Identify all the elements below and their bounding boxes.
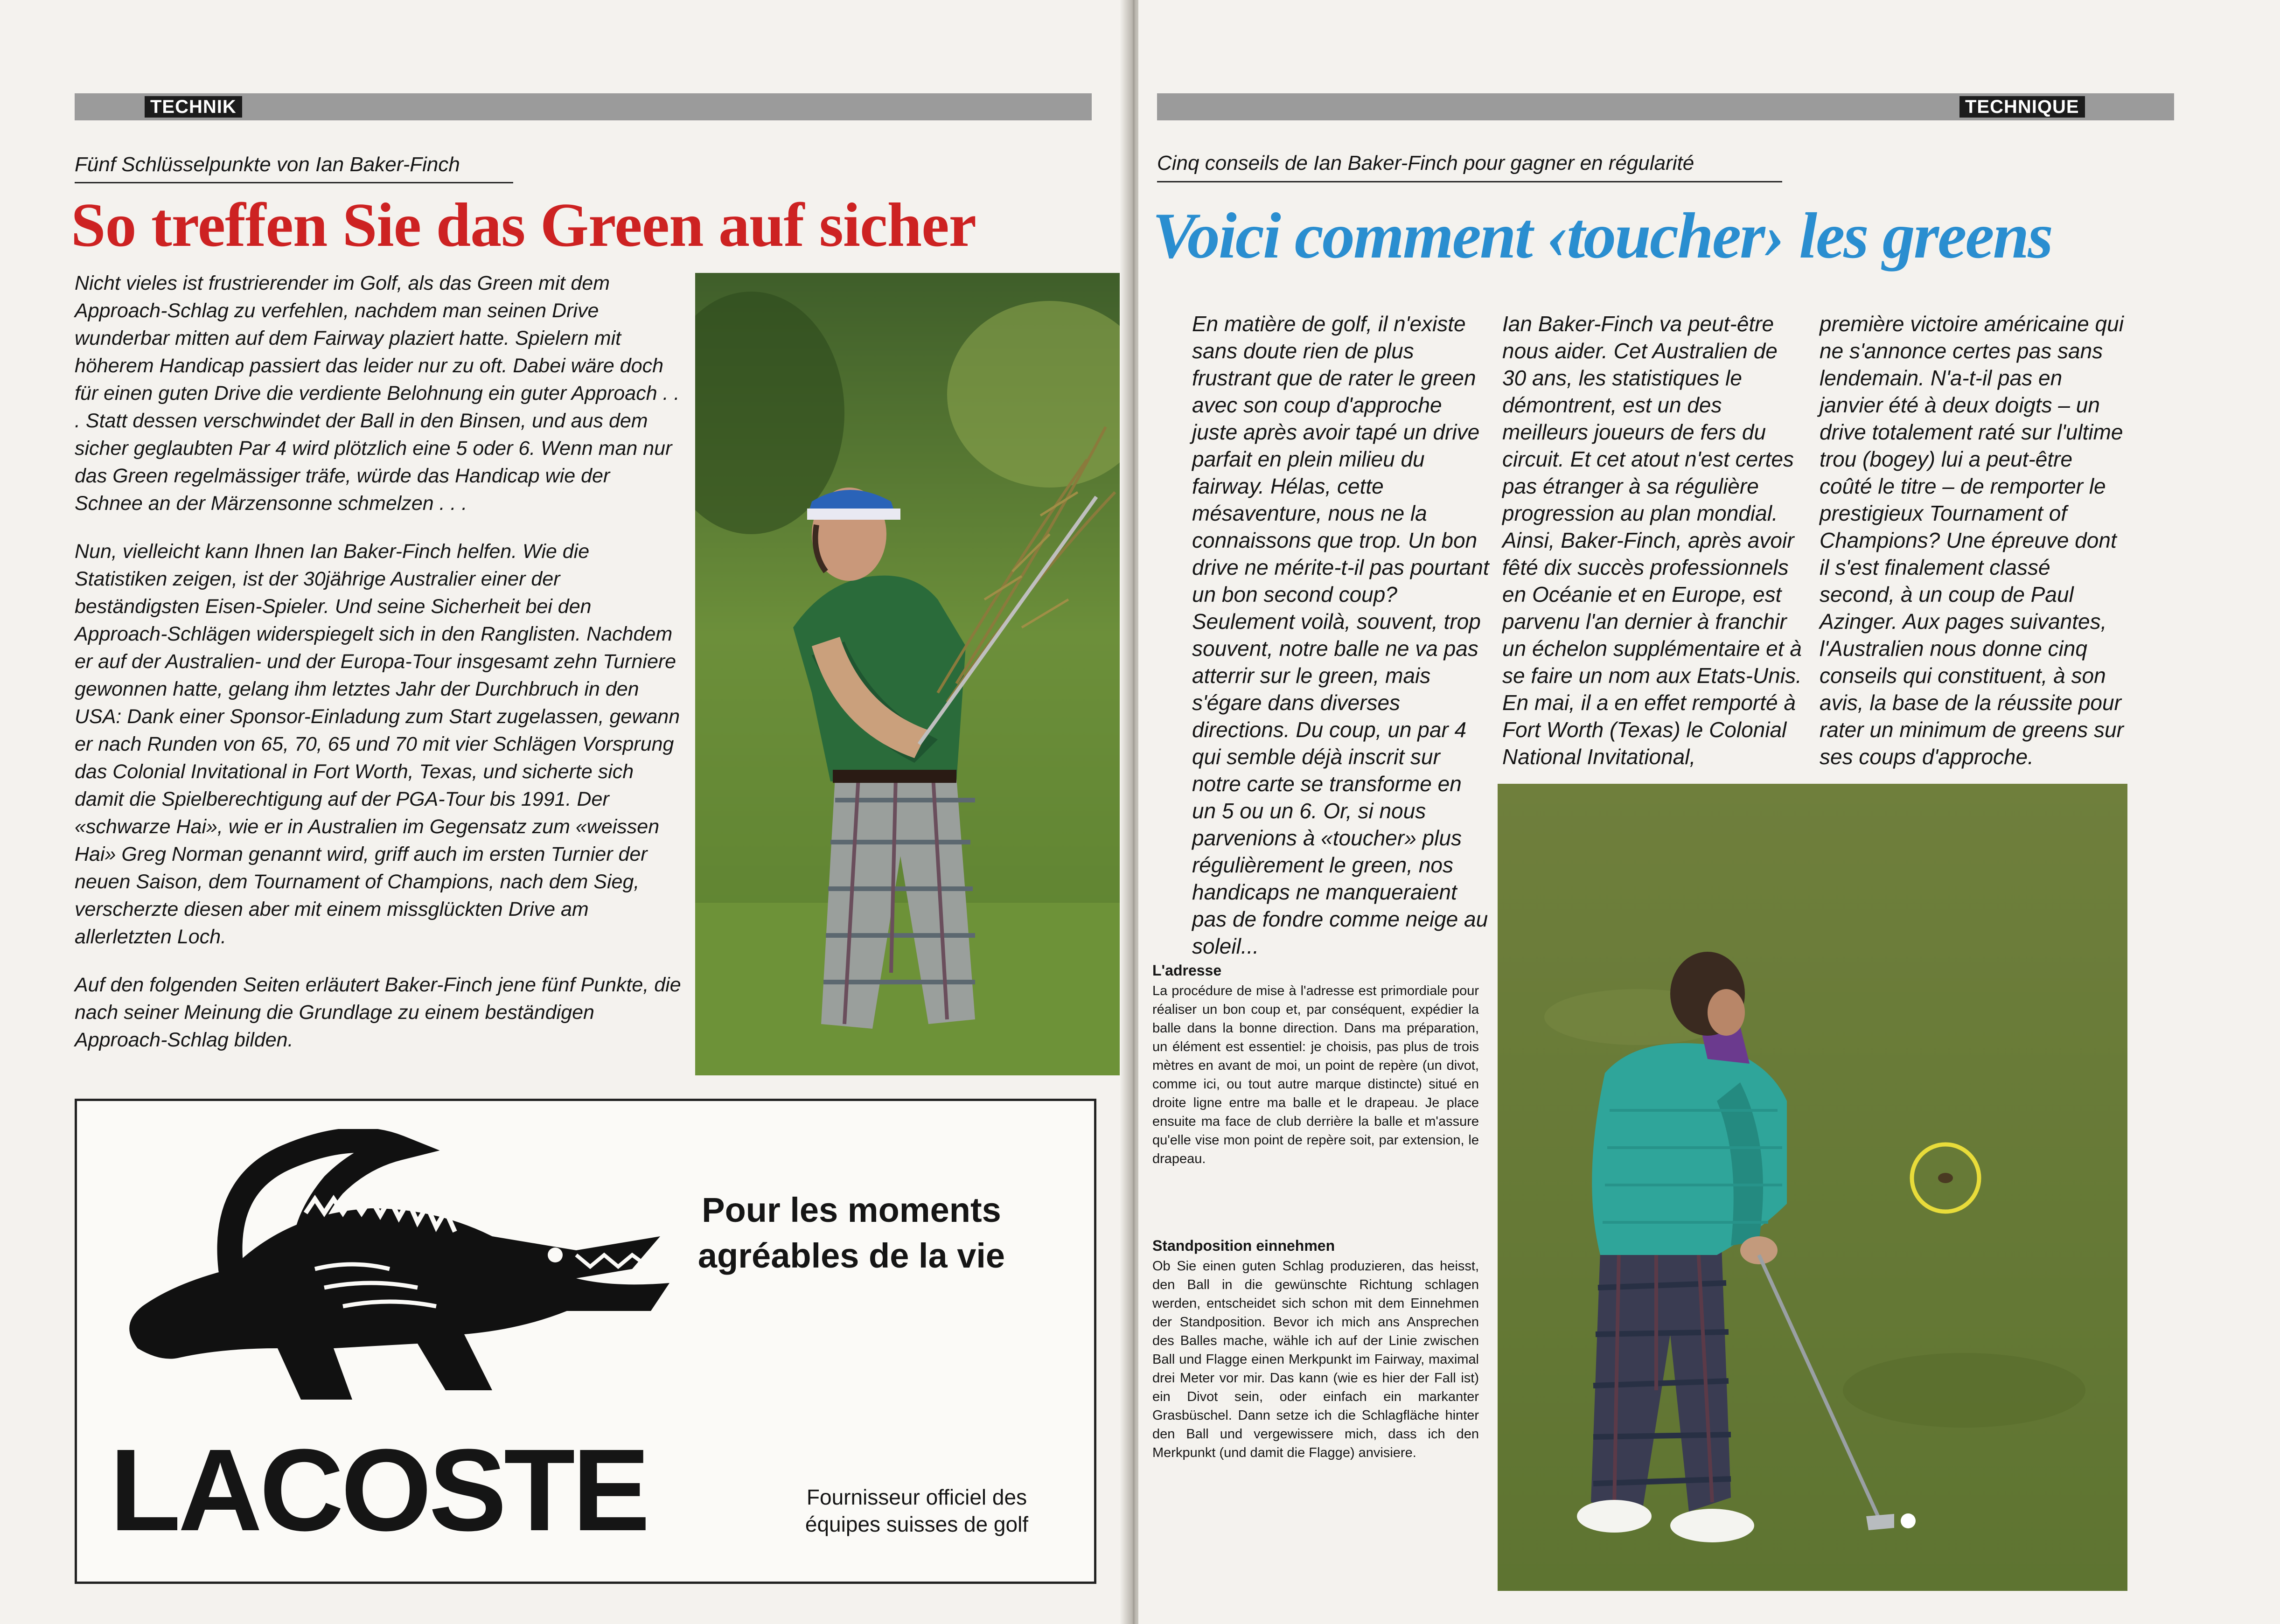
golfer-address-illustration — [1498, 784, 2127, 1591]
ad-tagline-line-2: agréables de la vie — [697, 1236, 1005, 1275]
golfer-photo — [695, 273, 1127, 1075]
right-page — [1138, 0, 2280, 1624]
ad-tagline-line-1: Pour les moments — [702, 1191, 1001, 1229]
intro-paragraph-2: Nun, vielleicht kann Ihnen Ian Baker-Finch helfen. Wie die Statistiken zeigen, ist der 30jährige Australier einer der beständigsten Eisen-Spieler. Und seine Sicherheit bei den Approach-Schlägen widerspiegelt sich in den Ranglisten. Nachdem er auf der Australien- und der Europa-Tour insgesamt zehn Turniere gewonnen hatte, gelang ihm letztes Jahr der Durchbruch in den USA: Dank einer Sponsor-Einladung zum Start zugelassen, gewann er nach Runden von 65, 70, 65 und 70 mit vier Schlägen Vorsprung das Colonial Invitational in Fort Worth, Texas, und sicherte sich damit die Spielberechtigung auf der PGA-Tour bis 1991. Der «schwarze Hai», wie er in Australien im Gegensatz zum «weissen Hai» Greg Norman genannt wird, griff auch im ersten Turnier der neuen Saison, dem Tournament of Champions, nach dem Sieg, verscherzte diesen aber mit einem missglückten Drive am allerletzten Loch. — [75, 540, 680, 948]
headline: Voici comment ‹toucher› les greens — [1152, 200, 2052, 272]
section-label: TECHNIK — [145, 96, 242, 118]
kicker-rule — [1157, 181, 1782, 182]
caption-german — [1152, 1236, 1479, 1462]
crocodile-logo-icon — [110, 1129, 716, 1418]
kicker-rule — [75, 182, 513, 183]
article-body — [75, 270, 681, 1074]
address-photo — [1498, 784, 2127, 1591]
kicker: Fünf Schlüsselpunkte von Ian Baker-Finch — [75, 153, 460, 176]
ad-supplier-line-2: équipes suisses de golf — [805, 1512, 1029, 1536]
section-bar — [75, 93, 1092, 120]
caption-french — [1152, 961, 1479, 1168]
section-bar — [1157, 93, 2174, 120]
caption-german-heading: Standposition einnehmen — [1152, 1237, 1335, 1254]
intro-paragraph-3: Auf den folgenden Seiten erläutert Baker-Finch jene fünf Punkte, die nach seiner Meinung die Grundlage zu einem beständigen Approach-Schlag bilden. — [75, 974, 681, 1051]
ad-tagline — [674, 1187, 1029, 1279]
intro-paragraph-1: Nicht vieles ist frustrierender im Golf, als das Green mit dem Approach-Schlag zu verfehlen, nachdem man seinen Drive wunderbar mitten auf dem Fairway plaziert hatte. Spielern mit höherem Handicap passiert das leider nur zu oft. Dabei wäre doch für einen guten Drive die verdiente Belohnung ein guter Approach . . . Statt dessen verschwindet der Ball in den Binsen, und aus dem sicher geglaubten Par 4 wird plötzlich eine 5 oder 6. Wenn man nur das Green regelmässiger träfe, würde das Handicap wie der Schnee an der Märzensonne schmelzen . . . — [75, 272, 680, 515]
article-column-3: première victoire américaine qui ne s'annonce certes pas sans lendemain. N'a-t-il pas en janvier été à deux doigts – un drive totalement raté sur l'ultime trou (bogey) lui a peut-être coûté le titre – de remporter le prestigieux Tournament of Champions? Une épreuve dont il s'est finalement classé second, à un coup de Paul Azinger. Aux pages suivantes, l'Australien nous donne cinq conseils qui constituent, à son avis, la base de la réussite pour rater un minimum de greens sur ses coups d'approche. — [1820, 312, 2124, 769]
section-label: TECHNIQUE — [1959, 96, 2085, 118]
lacoste-advertisement — [75, 1099, 1096, 1584]
headline: So treffen Sie das Green auf sicher — [71, 190, 976, 259]
left-page — [0, 0, 1127, 1624]
ad-supplier-line-1: Fournisseur officiel des — [806, 1485, 1027, 1509]
caption-french-text: La procédure de mise à l'adresse est primordiale pour réaliser un bon coup et, par conséquent, expédier la balle dans la bonne direction. Dans ma préparation, un élément est essentiel: je choisis, pas plus de trois mètres en avant de moi, un point de repère (un divot, comme ici, ou tout autre marque distincte) situé en droite ligne entre ma balle et le drapeau. Je place ensuite ma face de club derrière la balle et m'assure qu'elle vise mon point de repère soit, par extension, le drapeau. — [1152, 983, 1479, 1166]
golfer-swing-illustration — [695, 273, 1127, 1075]
kicker: Cinq conseils de Ian Baker-Finch pour gagner en régularité — [1157, 152, 1694, 174]
caption-french-heading: L'adresse — [1152, 962, 1222, 979]
article-column-2: Ian Baker-Finch va peut-être nous aider. Cet Australien de 30 ans, les statistiques le démontrent, est un des meilleurs joueurs de fers du circuit. Et cet atout n'est certes pas étranger à sa régulière progression au plan mondial. Ainsi, Baker-Finch, après avoir fêté dix succès professionnels en Océanie et en Europe, est parvenu l'an dernier à franchir un échelon supplémentaire et à se faire un nom aux Etats-Unis. En mai, il a en effet remporté à Fort Worth (Texas) le Colonial National Invitational, — [1502, 312, 1802, 769]
ad-supplier-text — [753, 1484, 1080, 1538]
ad-brand: LACOSTE — [110, 1425, 648, 1555]
article-column-1: En matière de golf, il n'existe sans doute rien de plus frustrant que de rater le green avec son coup d'approche juste après avoir tapé un drive parfait en plein milieu du fairway. Hélas, cette mésaventure, nous ne la connaissons que trop. Un bon drive ne mérite-t-il pas pourtant un bon second coup? Seulement voilà, souvent, trop souvent, notre balle ne va pas atterrir sur le green, mais s'égare dans diverses directions. Du coup, un par 4 qui semble déjà inscrit sur notre carte se transforme en un 5 ou un 6. Or, si nous parvenions à «toucher» plus régulièrement le green, nos handicaps ne manqueraient pas de fondre comme neige au soleil... — [1192, 312, 1489, 958]
caption-german-text: Ob Sie einen guten Schlag produzieren, das heisst, den Ball in die gewünschte Richtung schlagen werden, entscheidet sich schon mit dem Einnehmen der Standposition. Bevor ich mich ans Ansprechen des Balles mache, wähle ich auf der Linie zwischen Ball und Flagge einen Merkpunkt im Fairway, maximal drei Meter vor mir. Das kann (wie es hier der Fall ist) ein Divot sein, oder einfach ein markanter Grasbüschel. Dann setze ich die Schlagfläche hinter den Ball und vergewissere mich, dass ich den Merkpunkt (und damit die Flagge) anvisiere. — [1152, 1259, 1479, 1460]
